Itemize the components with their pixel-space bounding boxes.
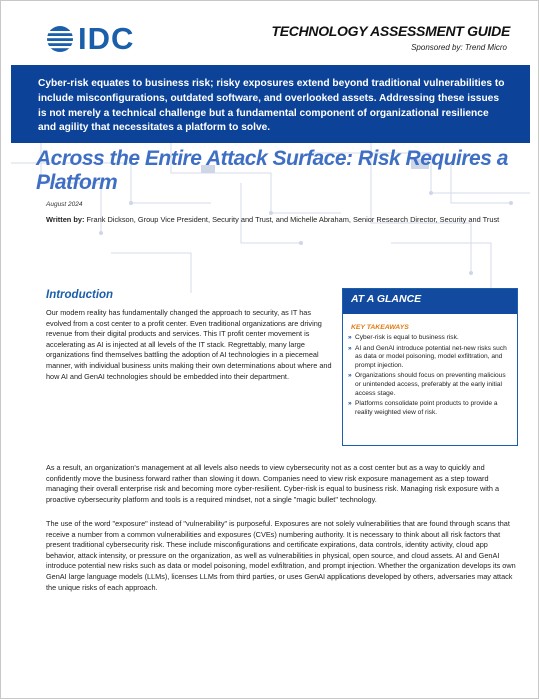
glance-heading: AT A GLANCE bbox=[343, 289, 517, 314]
document-type: TECHNOLOGY ASSESSMENT GUIDE bbox=[271, 23, 510, 39]
bullet-icon: » bbox=[348, 334, 352, 341]
intro-paragraph-3: The use of the word "exposure" instead of "vulnerability" is purposeful. Exposures are not solely vulnerabilities that are found through scans that receive a number from a common vulnerabilities and exposures (CVEs) numbering authority. It is necessary to think about all risk factors that present traditional cybersecurity risk. These include misconfigurations and certificate expirations, data controls, identity activity, cloud app behavior, attack intensity, or pressure on the organization, as well as vulnerabilities in physical, open source, and cloud assets. AI and GenAI introduce potential new risks such as data or model poisoning, model exfiltration, and prompt injection. Whether the organization develops its own GenAI large language models (LLMs), licenses LLMs from third parties, or uses GenAI applications developed by others, adversaries may attack the unique risks of each approach. bbox=[46, 519, 516, 592]
byline-authors: Frank Dickson, Group Vice President, Security and Trust, and Michelle Abraham, Senior Research Director, Security and Trust bbox=[84, 215, 500, 224]
byline-prefix: Written by: bbox=[46, 215, 85, 224]
intro-paragraph-2: As a result, an organization's management at all levels also needs to view cybersecurity not as a cost center but as a way to quickly and confidently move the business forward rather than slowing it down. Companies need to view risk exposure management as a step toward managing their overall enterprise risk and becoming more cyber-resilient. Cyber-risk is equal to business risk. Managing risk exposure with a proactive cybersecurity platform and tools is a required mindset, not a single "magic bullet" technology. bbox=[46, 463, 500, 504]
intro-paragraph-1: Our modern reality has fundamentally changed the approach to security, as IT has evolved from a cost center to a profit center. Even traditional organizations are driving revenue from their digital products and services. This IT profit center movement is accelerating as AI is injected at all levels of the IT stack. Regrettably, many large organizations find themselves battling the adoption of AI technologies in a piecemeal manner, with individual business units making their own determinations about where and how AI and GenAI technologies should be embedded into their department. bbox=[46, 308, 332, 381]
report-title: Across the Entire Attack Surface: Risk Requires a Platform bbox=[36, 147, 508, 194]
introduction-heading: Introduction bbox=[46, 289, 114, 301]
globe-icon bbox=[46, 25, 74, 53]
byline bbox=[46, 214, 516, 225]
list-item: » Organizations should focus on preventing malicious or unintended access, preferably at the early initial access stage. bbox=[348, 372, 506, 397]
list-item: » Platforms consolidate point products to provide a reality weighted view of risk. bbox=[348, 400, 498, 416]
key-takeaways-heading: KEY TAKEAWAYS bbox=[351, 324, 409, 331]
logo-text: IDC bbox=[78, 21, 135, 56]
at-a-glance-box bbox=[342, 288, 518, 446]
list-item: » Cyber-risk is equal to business risk. bbox=[348, 334, 459, 341]
idc-logo bbox=[46, 23, 134, 55]
bullet-icon: » bbox=[348, 400, 352, 408]
takeaways-list bbox=[348, 334, 517, 417]
bullet-icon: » bbox=[348, 372, 352, 380]
summary-text: Cyber-risk equates to business risk; risky exposures extend beyond traditional vulnerabilities to include misconfigurations, outdated software, and overlooked assets. Addressing these issues is not merely a technical challenge but a fundamental component of organizational resilience and agility that necessitates a platform to solve. bbox=[38, 78, 505, 134]
publication-date: August 2024 bbox=[46, 201, 83, 208]
bullet-icon: » bbox=[348, 344, 352, 352]
sponsor-line: Sponsored by: Trend Micro bbox=[411, 43, 507, 52]
list-item: » AI and GenAI introduce potential net-new risks such as data or model poisoning, model exfiltration, and prompt injection. bbox=[348, 344, 507, 369]
